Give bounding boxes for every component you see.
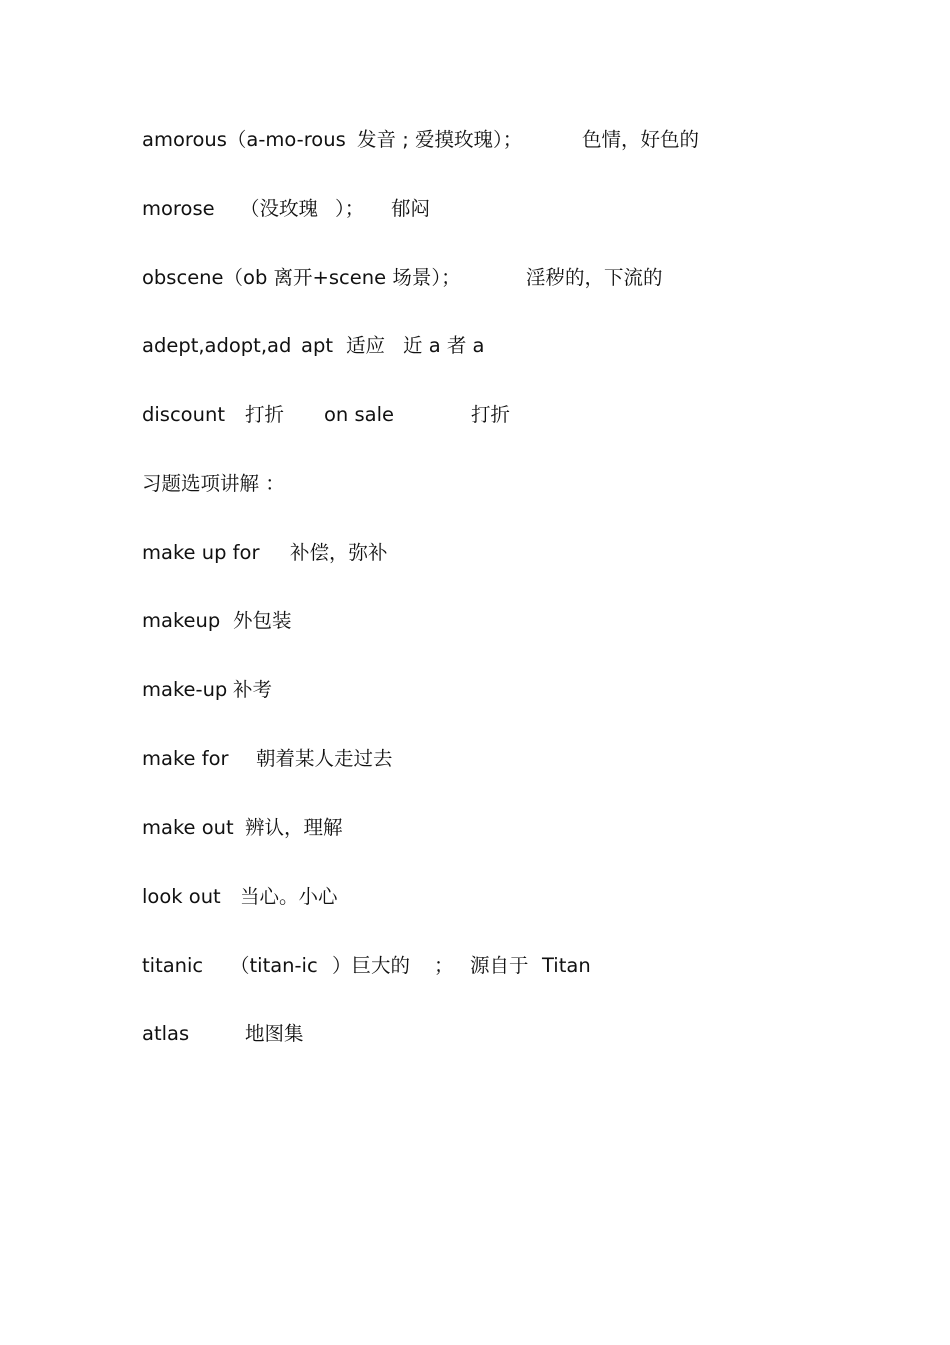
term-text: atlas [142,1022,190,1045]
meaning-text: 淫秽的，下流的 [526,266,663,289]
meaning-text: 色情，好色的 [582,128,700,151]
term-text: make up for [142,541,260,564]
term-text: look out [142,885,221,908]
term-text: obscene（ob 离开+scene 场景）； [142,266,461,289]
note-text: 近 a 者 a [403,334,485,357]
meaning-text: 适应 [346,334,386,357]
meaning-text: 地图集 [245,1022,304,1045]
vocab-line-amorous [142,128,700,152]
meaning-text: 补偿，弥补 [290,541,388,564]
note-text: 发音 ; 爱摸玫瑰）； [357,128,523,151]
term-text: makeup [142,609,221,632]
vocab-line-adept [142,334,485,358]
vocab-line-titanic [142,954,591,978]
note-text: 源自于 [470,954,529,977]
meaning-text: 补考 [233,678,273,701]
vocab-line-make-for [142,747,393,771]
term-text: adept,adopt,ad [142,334,292,357]
vocab-line-look-out [142,885,338,909]
term-text: amorous（a-mo-rous [142,128,346,151]
vocab-line-obscene [142,266,663,290]
meaning-text: 辨认，理解 [245,816,343,839]
note-text: （没玫瑰 [240,197,319,220]
term-text: morose [142,197,215,220]
term-text: Titan [542,954,591,977]
term-text: apt [301,334,333,357]
heading-text: 习题选项讲解 ： [142,472,285,495]
meaning-text: ）巨大的 [332,954,411,977]
vocab-line-atlas [142,1022,304,1046]
note-text: ； [434,954,454,977]
term-text: make for [142,747,229,770]
meaning-text: 打折 [471,403,511,426]
meaning-text: 打折 [245,403,285,426]
note-text: （titan-ic [230,954,318,977]
meaning-text: 郁闷 [391,197,431,220]
note-text: ）； [335,197,365,220]
section-heading [142,472,285,496]
term-text: on sale [324,403,395,426]
vocab-line-make-up [142,678,273,702]
term-text: make out [142,816,234,839]
meaning-text: 外包装 [233,609,292,632]
vocab-line-make-up-for [142,541,388,565]
term-text: titanic [142,954,204,977]
term-text: discount [142,403,225,426]
vocab-line-discount [142,403,511,427]
vocab-line-make-out [142,816,343,840]
term-text: make-up [142,678,228,701]
meaning-text: 当心。小心 [240,885,338,908]
vocab-line-morose [142,197,431,221]
vocab-line-makeup [142,609,292,633]
meaning-text: 朝着某人走过去 [256,747,393,770]
